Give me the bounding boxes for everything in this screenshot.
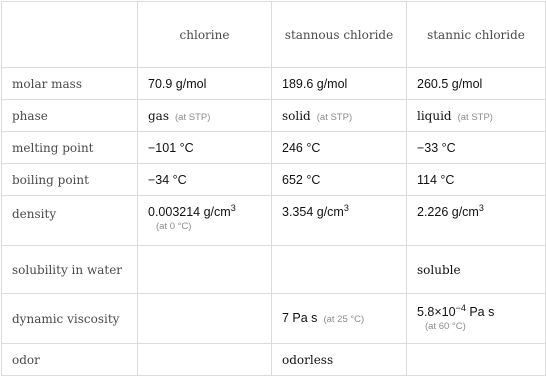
header-row [2, 2, 546, 68]
cell-stannic-boiling-point: 114 °C [407, 164, 546, 196]
viscosity-unit: Pa s [465, 304, 495, 319]
cell-stannous-solubility [272, 246, 407, 294]
cell-chlorine-phase [138, 100, 272, 132]
cell-stannic-solubility [407, 246, 546, 294]
row-label-molar-mass: molar mass [2, 68, 138, 100]
table-row-viscosity [2, 294, 546, 344]
table-row-molar-mass [2, 68, 546, 100]
row-label-boiling-point: boiling point [2, 164, 138, 196]
density-value: 0.003214 g/cm [148, 205, 231, 219]
row-label-solubility: solubility in water [2, 246, 138, 294]
condition-note: (at 60 °C) [425, 320, 466, 332]
cell-stannous-density [272, 196, 407, 246]
cell-stannous-viscosity [272, 294, 407, 344]
cell-chlorine-molar-mass: 70.9 g/mol [138, 68, 272, 100]
header-chlorine: chlorine [138, 2, 272, 68]
table-row-boiling-point [2, 164, 546, 196]
cell-stannous-molar-mass: 189.6 g/mol [272, 68, 407, 100]
table-row-solubility [2, 246, 546, 294]
row-label-melting-point: melting point [2, 132, 138, 164]
table-row-phase [2, 100, 546, 132]
cell-stannic-phase [407, 100, 546, 132]
cell-stannous-phase [272, 100, 407, 132]
exponent: 3 [478, 202, 484, 213]
cell-stannic-viscosity [407, 294, 546, 344]
condition-note: (at STP) [457, 111, 493, 123]
condition-note: (at STP) [316, 111, 353, 123]
cell-chlorine-density [138, 196, 272, 246]
solubility-value: soluble [417, 262, 461, 277]
row-label-viscosity: dynamic viscosity [2, 294, 138, 344]
table-row-melting-point [2, 132, 546, 164]
header-empty-cell [2, 2, 138, 68]
header-stannous-chloride: stannous chloride [272, 2, 407, 68]
cell-stannic-molar-mass: 260.5 g/mol [407, 68, 546, 100]
row-label-density: density [2, 196, 138, 246]
cell-chlorine-melting-point: −101 °C [138, 132, 272, 164]
cell-stannous-melting-point: 246 °C [272, 132, 407, 164]
properties-table [1, 1, 546, 376]
exponent: 3 [230, 202, 236, 213]
row-label-odor: odor [2, 344, 138, 376]
cell-chlorine-boiling-point: −34 °C [138, 164, 272, 196]
cell-stannic-melting-point: −33 °C [407, 132, 546, 164]
exponent: 3 [343, 202, 349, 213]
cell-chlorine-viscosity [138, 294, 272, 344]
condition-note: (at 0 °C) [156, 221, 192, 232]
table-row-density [2, 196, 546, 246]
condition-note: (at 25 °C) [323, 313, 365, 325]
header-stannic-chloride: stannic chloride [407, 2, 546, 68]
cell-chlorine-solubility [138, 246, 272, 294]
exponent: −4 [455, 302, 466, 313]
odor-value: odorless [282, 352, 334, 367]
viscosity-mantissa: 5.8×10 [417, 304, 456, 319]
row-label-phase: phase [2, 100, 138, 132]
viscosity-value: 7 Pa s [282, 310, 318, 325]
density-value: 3.354 g/cm [282, 205, 344, 219]
cell-stannous-boiling-point: 652 °C [272, 164, 407, 196]
condition-note: (at STP) [175, 111, 211, 123]
phase-value: solid [282, 108, 311, 123]
phase-value: liquid [417, 108, 452, 123]
phase-value: gas [148, 108, 169, 123]
density-value: 2.226 g/cm [417, 205, 479, 219]
cell-stannic-density [407, 196, 546, 246]
